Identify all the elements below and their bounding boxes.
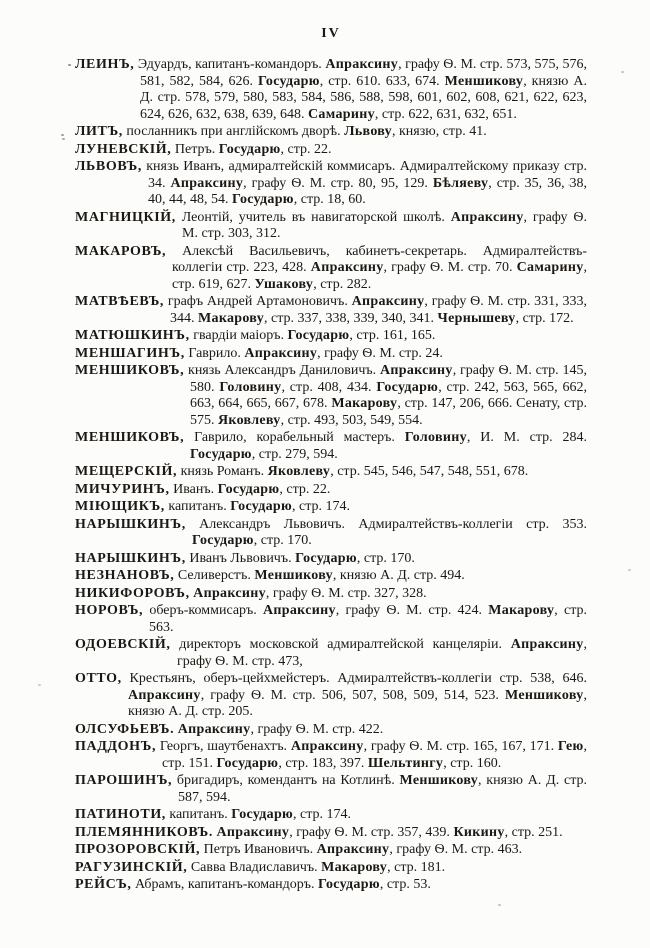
entry-text-run: , стр. 493, 503, 549, 554. (280, 412, 423, 428)
recipient-name: Меншикову (254, 568, 333, 583)
entry-headword: ПАТИНОТИ, (75, 807, 166, 822)
index-entry (75, 722, 587, 739)
index-entry (75, 244, 587, 294)
index-entry (75, 346, 587, 363)
entry-text-run: директоръ московской адмиралтейской канцеляріи. (170, 637, 511, 652)
entry-text-run: , графу Ѳ. М. стр. 473, (177, 637, 587, 669)
entry-headword: РЕЙСЪ, (75, 877, 132, 892)
recipient-name: Гею (557, 739, 584, 754)
recipient-name: Государю (230, 499, 292, 514)
recipient-name: Апраксину (325, 57, 399, 72)
entry-headword: ПАДДОНЪ, (75, 739, 157, 754)
entry-text-run: , стр. 170. (356, 550, 415, 566)
entry-text-run: , графу Ѳ. М. стр. 331, 333, 344. (170, 294, 587, 326)
recipient-name: Макарову (488, 603, 555, 618)
entry-text-run: , графу Ѳ. М. стр. 506, 507, 508, 509, 514, 523. (200, 687, 505, 703)
recipient-name: Самарину (308, 106, 375, 122)
index-entry (75, 551, 587, 568)
entry-text-run: , стр. 279, 594. (251, 446, 338, 462)
entry-headword: НАРЫШКИНЪ, (75, 550, 186, 566)
recipient-name: Апраксину (379, 363, 453, 378)
index-entry (75, 586, 587, 603)
entry-text-run: капитанъ. (165, 807, 232, 822)
entry-text-run: , графу Ѳ. М. стр. 70. (383, 260, 517, 275)
entry-text-run: , И. М. стр. 284. (466, 430, 588, 445)
index-entry (75, 124, 587, 141)
entry-text-run: , стр. 18, 60. (293, 192, 366, 207)
recipient-name: Государю (218, 141, 281, 157)
entry-text-run: , стр. 53. (379, 877, 431, 892)
entry-text-run: Александръ Львовичъ. Адмиралтействъ-коллегіи стр. 353. (185, 516, 587, 532)
recipient-name: Государю (231, 807, 294, 822)
index-entry (75, 482, 587, 499)
entry-text-run: , графу Ѳ. М. стр. 327, 328. (265, 585, 427, 601)
index-entry (75, 142, 587, 159)
entry-text-run: , графу Ѳ. М. стр. 357, 439. (289, 824, 454, 840)
entry-text-run: , стр. 563. (149, 603, 587, 635)
index-entry (75, 825, 587, 842)
entry-text-run: , графу Ѳ. М. стр. 573, 575, 576, 581, 582, 584, 626. (140, 57, 587, 89)
recipient-name: Государю (232, 192, 294, 207)
entry-headword: ОЛСУФЬЕВЪ. (75, 721, 175, 737)
recipient-name: Государю (376, 379, 439, 395)
entry-text-run: , князю А. Д. стр. 205. (128, 687, 587, 719)
entry-text-run: Гаврило. (184, 345, 245, 361)
entry-text-run: , стр. 622, 631, 632, 651. (374, 106, 517, 122)
entry-headword: ЛЬВОВЪ, (75, 159, 142, 174)
entry-headword: РАГУЗИНСКІЙ, (75, 859, 188, 875)
entry-text-run: посланникъ при англійскомъ дворѣ. (122, 124, 345, 139)
recipient-name: Государю (216, 755, 279, 771)
index-entry (75, 328, 587, 345)
entry-headword: НЕЗНАНОВЪ, (75, 568, 175, 583)
entry-headword: ПЛЕМЯННИКОВЪ. (75, 824, 213, 840)
recipient-name: Меншикову (399, 773, 479, 788)
entry-text-run: , стр. 22. (280, 141, 332, 157)
recipient-name: Макарову (321, 859, 388, 875)
recipient-name: Апраксину (193, 585, 266, 601)
entry-headword: ЛЕИНЪ, (75, 57, 135, 72)
index-entry (75, 739, 587, 772)
page-number: IV (321, 26, 341, 41)
recipient-name: Государю (295, 550, 357, 566)
entry-text-run: , графу Ѳ. М. стр. 145, 580. (190, 363, 587, 395)
recipient-name: Государю (192, 533, 254, 548)
entry-text-run: Георгъ, шаутбенахтъ. (156, 739, 291, 754)
entry-text-run: Иванъ. (169, 481, 218, 497)
recipient-name: Апраксину (450, 209, 524, 225)
entry-text-run: , графу Ѳ. М. стр. 165, 167, 171. (363, 739, 558, 754)
entry-text-run: , графу Ѳ. М. стр. 463. (389, 842, 523, 857)
recipient-name: Государю (217, 481, 280, 497)
index-entry (75, 363, 587, 429)
recipient-name: Львову (344, 124, 392, 139)
recipient-name: Государю (190, 446, 252, 462)
entry-text-run: Леонтій, учитель въ навигаторской школѣ. (175, 209, 451, 225)
entry-text-run: князь Иванъ, адмиралтейскій коммисаръ. Адмиралтейскому приказу стр. 34. (141, 159, 587, 191)
entry-text-run: , князю А. Д. стр. 494. (332, 568, 465, 583)
entry-text-run: князь Романъ. (177, 464, 268, 479)
entry-headword: МАКАРОВЪ, (75, 243, 167, 259)
recipient-name: Яковлеву (267, 464, 331, 479)
recipient-name: Апраксину (263, 603, 336, 618)
index-entry (75, 57, 587, 123)
entry-text-run: , графу Ѳ. М. стр. 303, 312. (182, 209, 587, 241)
entry-headword: НАРЫШКИНЪ, (75, 516, 186, 532)
recipient-name: Головину (404, 430, 467, 445)
entry-text-run: Алексѣй Васильевичъ, кабинетъ-секретарь. Адмиралтействъ-коллегіи стр. 223, 428. (166, 243, 587, 275)
recipient-name: Макарову (198, 310, 264, 326)
entry-text-run: , князю А. Д. стр. 587, 594. (178, 773, 587, 805)
entry-text-run: , стр. 545, 546, 547, 548, 551, 678. (330, 464, 529, 479)
entry-headword: МЕЩЕРСКІЙ, (75, 464, 178, 479)
entry-text-run: Петръ Ивановичъ. (200, 842, 317, 857)
recipient-name: Апраксину (216, 824, 290, 840)
entry-headword: ОДОЕВСКІЙ, (75, 637, 171, 652)
index-entry (75, 637, 587, 670)
entry-text-run: , стр. 282. (313, 276, 372, 292)
recipient-name: Апраксину (310, 260, 384, 275)
entry-headword: ОТТО, (75, 671, 122, 686)
recipient-name: Макарову (331, 396, 398, 411)
entry-text-run: Абрамъ, капитанъ-командоръ. (131, 877, 319, 892)
entry-text-run: , стр. 22. (279, 481, 331, 497)
recipient-name: Апраксину (290, 739, 364, 754)
recipient-name: Бѣляеву (432, 175, 489, 191)
index-entry (75, 860, 587, 877)
entry-text-run: капитанъ. (164, 499, 231, 514)
entry-text-run: Гаврило, корабельный мастеръ. (184, 430, 405, 445)
entry-text-run: Иванъ Львовичъ. (185, 550, 296, 566)
recipient-name: Апраксину (128, 687, 201, 703)
recipient-name: Головину (219, 379, 282, 395)
recipient-name: Апраксину (510, 637, 584, 652)
index-entry (75, 568, 587, 585)
entry-text-run: Петръ. (171, 141, 219, 157)
entry-text-run: , графу Ѳ. М. стр. 24. (317, 345, 443, 361)
index-entry (75, 517, 587, 550)
entry-text-run: , графу Ѳ. М. стр. 422. (250, 721, 384, 737)
entry-text-run: , стр. 181. (387, 859, 446, 875)
entry-text-run: , стр. 619, 627. (172, 260, 587, 292)
entry-text-run: , стр. 161, 165. (349, 328, 436, 343)
index-entry (75, 159, 587, 209)
recipient-name: Апраксину (177, 721, 251, 737)
entry-text-run: , графу Ѳ. М. стр. 424. (335, 603, 489, 618)
entry-headword: ПАРОШИНЪ, (75, 773, 173, 788)
entry-headword: МЕНШИКОВЪ, (75, 363, 185, 378)
index-entry (75, 773, 587, 806)
index-entries (75, 57, 587, 895)
recipient-name: Чернышеву (437, 310, 516, 326)
recipient-name: Ушакову (254, 276, 314, 292)
entry-text-run: , стр. 251. (504, 824, 563, 840)
entry-text-run: Крестьянъ, оберъ-цейхмейстеръ. Адмиралтействъ-коллегіи стр. 538, 646. (121, 671, 587, 686)
entry-headword: НОРОВЪ, (75, 603, 144, 618)
entry-text-run: , стр. 408, 434. (281, 379, 377, 395)
entry-text-run: , стр. 35, 36, 38, 40, 44, 48, 54. (148, 175, 587, 207)
entry-text-run: Савва Владиславичъ. (187, 859, 322, 875)
entry-text-run: , князю А. Д. стр. 578, 579, 580, 583, 584, 586, 588, 598, 601, 602, 608, 621, 622, 623, 624, 626, 632, 638, 639, 648. (140, 73, 587, 122)
index-entry (75, 430, 587, 463)
entry-text-run: Селиверстъ. (174, 568, 255, 583)
index-entry (75, 807, 587, 824)
recipient-name: Апраксину (170, 175, 244, 191)
entry-text-run: , стр. 174. (292, 499, 351, 514)
index-entry (75, 464, 587, 481)
entry-headword: МЕНШАГИНЪ, (75, 345, 185, 361)
entry-headword: МАТЮШКИНЪ, (75, 328, 190, 343)
entry-text-run: оберъ-коммисаръ. (143, 603, 264, 618)
entry-text-run: , стр. 151. (162, 739, 587, 771)
entry-text-run: графъ Андрей Артамоновичъ. (164, 294, 352, 309)
entry-text-run: , стр. 172. (515, 310, 574, 326)
entry-headword: ЛИТЪ, (75, 124, 123, 139)
index-entry (75, 499, 587, 516)
entry-headword: МАТВѢЕВЪ, (75, 294, 165, 309)
entry-text-run: , стр. 337, 338, 339, 340, 341. (264, 310, 438, 326)
entry-text-run: Эдуардъ, капитанъ-командоръ. (134, 57, 326, 72)
recipient-name: Шельтингу (367, 755, 444, 771)
index-entry (75, 671, 587, 721)
recipient-name: Кикину (453, 824, 505, 840)
entry-headword: ПРОЗОРОВСКІЙ, (75, 842, 201, 857)
entry-text-run: гвардіи маіоръ. (189, 328, 288, 343)
entry-text-run: , стр. 183, 397. (278, 755, 368, 771)
entry-text-run: , графу Ѳ. М. стр. 80, 95, 129. (243, 175, 433, 191)
index-entry (75, 842, 587, 859)
entry-text-run: , стр. 170. (253, 533, 312, 548)
entry-headword: МИЧУРИНЪ, (75, 481, 170, 497)
recipient-name: Апраксину (316, 842, 390, 857)
entry-text-run: , стр. 147, 206, 666. Сенату, стр. 575. (190, 396, 588, 428)
recipient-name: Меншикову (504, 687, 584, 703)
entry-headword: МІЮЩИКЪ, (75, 499, 165, 514)
recipient-name: Апраксину (351, 294, 425, 309)
index-entry (75, 603, 587, 636)
entry-text-run: князь Александръ Даниловичъ. (184, 363, 380, 378)
recipient-name: Апраксину (244, 345, 318, 361)
entry-text-run: , князю, стр. 41. (391, 124, 487, 139)
entry-text-run: , стр. 160. (443, 755, 502, 771)
entry-headword: ЛУНЕВСКІЙ, (75, 141, 172, 157)
scan-speckles (68, 64, 71, 66)
recipient-name: Государю (287, 328, 350, 343)
entry-text-run: , стр. 242, 563, 565, 662, 663, 664, 665, 667, 678. (190, 379, 587, 411)
recipient-name: Государю (257, 73, 320, 89)
entry-headword: МЕНШИКОВЪ, (75, 430, 185, 445)
recipient-name: Государю (318, 877, 380, 892)
recipient-name: Самарину (516, 260, 584, 275)
recipient-name: Яковлеву (218, 412, 281, 428)
entry-headword: НИКИФОРОВЪ, (75, 585, 190, 601)
index-entry (75, 210, 587, 243)
index-entry (75, 294, 587, 327)
entry-text-run: , стр. 174. (293, 807, 352, 822)
index-entry (75, 877, 587, 894)
entry-text-run: бригадиръ, комендантъ на Котлинѣ. (172, 773, 400, 788)
recipient-name: Меншикову (444, 73, 524, 89)
entry-text-run: , стр. 610. 633, 674. (319, 73, 445, 89)
entry-headword: МАГНИЦКІЙ, (75, 209, 176, 225)
